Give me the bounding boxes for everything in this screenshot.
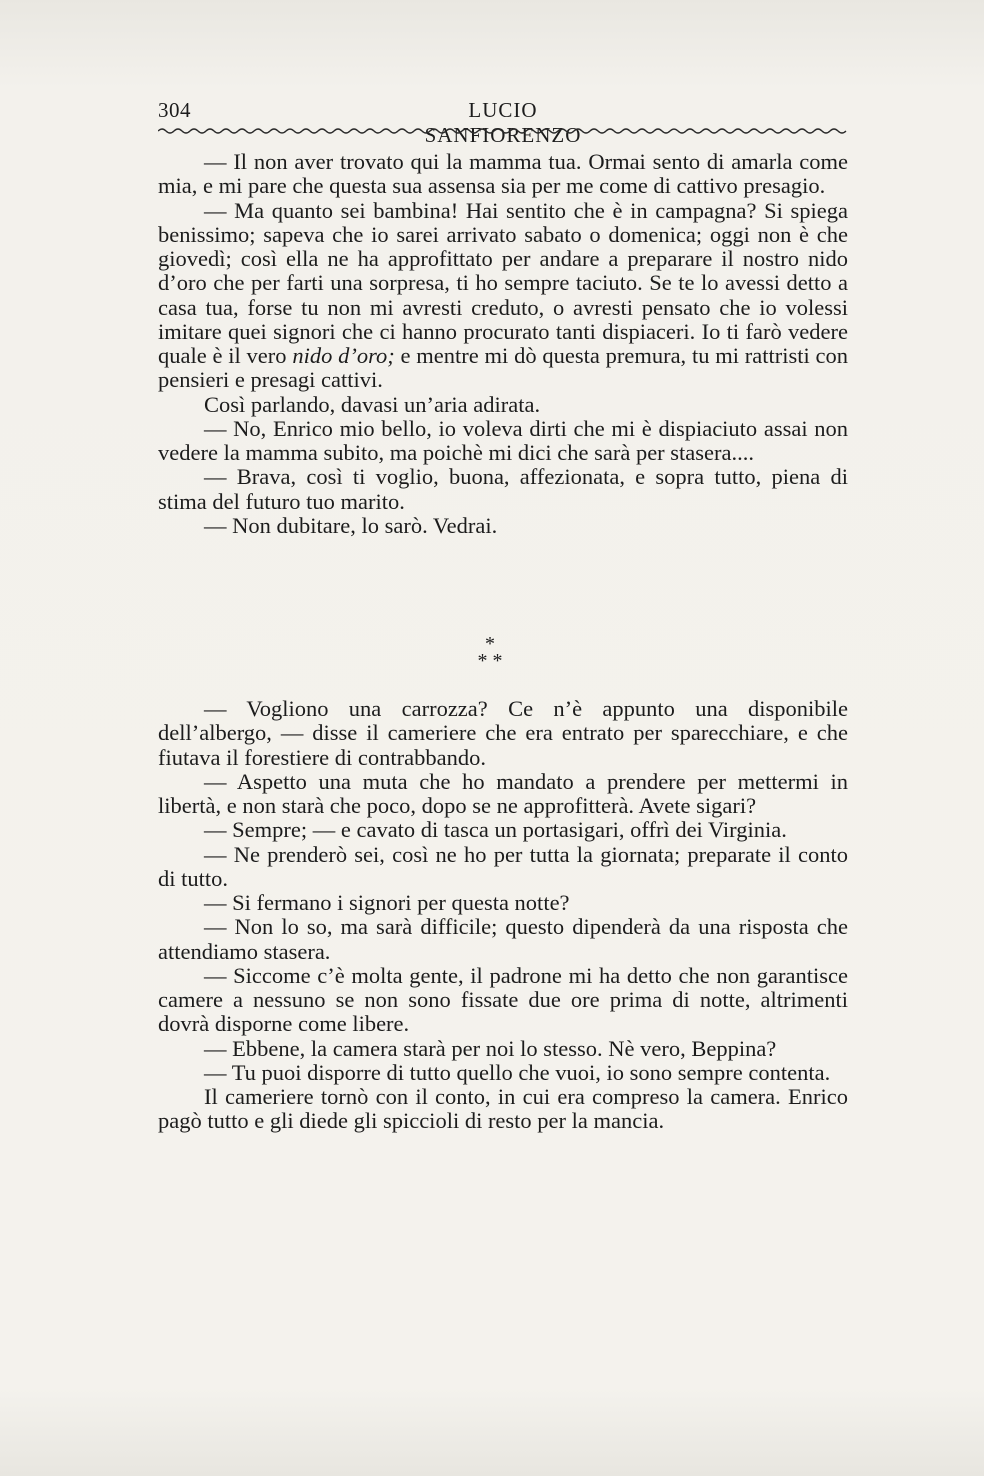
asterism-top: * [485, 633, 495, 655]
paragraph: — Brava, così ti voglio, buona, affezionata, e sopra tutto, piena di stima del futuro tuo marito. [158, 464, 848, 514]
paragraph: Così parlando, davasi un’aria adirata. [204, 391, 541, 417]
asterism-bottom: * * [477, 650, 503, 672]
paragraph: — Siccome c’è molta gente, il padrone mi ha detto che non garantisce camere a nessuno se non sono fissate due ore prima di notte, altrimenti dovrà disporne come libere. [158, 962, 848, 1037]
paragraph [158, 199, 848, 393]
paragraph: — Si fermano i signori per questa notte? [204, 890, 570, 915]
paragraph: — Ne prenderò sei, così ne ho per tutta la giornata; preparate il conto di tutto. [158, 841, 848, 891]
paragraph: — Non dubitare, lo sarò. Vedrai. [204, 512, 498, 538]
paragraph: — Ebbene, la camera starà per noi lo stesso. Nè vero, Beppina? [204, 1035, 777, 1061]
paragraph: — Tu puoi disporre di tutto quello che vuoi, io sono sempre contenta. [204, 1059, 831, 1085]
paragraph: — Non lo so, ma sarà difficile; questo dipenderà da una risposta che attendiamo stasera. [158, 914, 848, 964]
paragraph: — Vogliono una carrozza? Ce n’è appunto una disponibile dell’albergo, — disse il cameriere che era entrato per sparecchiare, e che fiutava il forestiere di contrabbando. [158, 696, 848, 770]
text-section-2 [158, 697, 848, 1134]
paragraph: — Aspetto una muta che ho mandato a prendere per mettermi in libertà, e non starà che poco, dopo se ne approfitterà. Avete sigari? [158, 768, 848, 818]
text-section-1 [158, 150, 848, 538]
paragraph-text: — Ma quanto sei bambina! Hai sentito che è in campagna? Si spiega benissimo; sapeva che io sarei arrivato sabato o domenica; oggi non è che giovedì; così ella ne ha approfittato per andare a preparare il nostro nido d’oro che per farti una sorpresa, ti ho sempre taciuto. Se te lo avessi detto a casa tua, forse tu non mi avresti creduto, o avresti pensato che io volessi imitare quei signori che ci hanno procurato tanti dispiaceri. Io ti farò vedere quale è il vero [158, 197, 848, 368]
header-wavy-rule [158, 126, 848, 136]
italic-phrase: nido d’oro; [292, 343, 395, 368]
book-title: LUCIO SANFIORENZO [424, 98, 582, 147]
paragraph: — No, Enrico mio bello, io voleva dirti che mi è dispiaciuto assai non vedere la mamma subito, ma poichè mi dici che sarà per stasera.... [158, 415, 848, 465]
paragraph-text: e mentre mi dò questa premura, tu mi rattristi con pensieri e presagi cattivi. [158, 343, 849, 393]
paragraph: — Il non aver trovato qui la mamma tua. Ormai sento di amarla come mia, e mi pare che questa sua assensa sia per me come di cattivo presagio. [158, 149, 848, 199]
page-number: 304 [158, 98, 191, 122]
paragraph: — Sempre; — e cavato di tasca un portasigari, offrì dei Virginia. [204, 817, 787, 843]
section-break-asterism [460, 633, 520, 672]
running-head [158, 98, 848, 147]
paragraph: Il cameriere tornò con il conto, in cui era compreso la camera. Enrico pagò tutto e gli diede gli spiccioli di resto per la mancia. [158, 1084, 848, 1134]
